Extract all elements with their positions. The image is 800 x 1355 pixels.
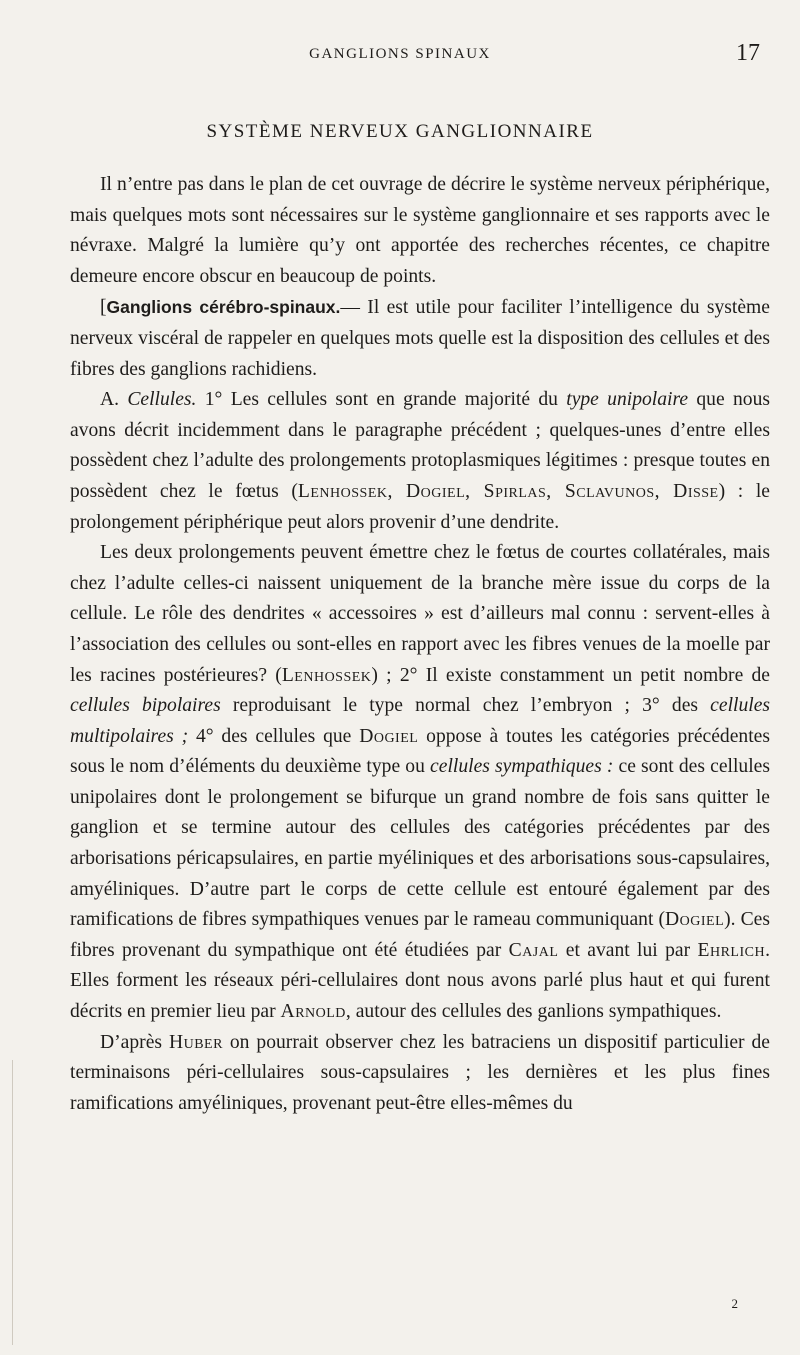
text-run: que nous avons décrit incidemment dans le paragraphe précédent ; quelques-unes d’entre elles possèdent chez l’adulte des prolongements protoplasmiques légitimes : presque toutes en possèdent chez le fœtus (: [70, 389, 770, 502]
italic-run: Cellules.: [127, 389, 197, 411]
author-name: Ehrlich: [697, 939, 766, 961]
body-text: [70, 170, 770, 1119]
italic-run: cellules sympathiques :: [430, 756, 614, 778]
paragraph-ganglions: [70, 292, 770, 385]
author-names: Lenhossek, Dogiel, Spirlas, Sclavunos, Disse: [297, 480, 719, 502]
subsection-heading: Ganglions cérébro-spinaux.: [106, 297, 341, 318]
text-run: ) : le prolongement périphérique peut alors provenir d’une dendrite.: [70, 480, 770, 533]
paragraph-huber: [70, 1028, 770, 1120]
signature-mark: 2: [731, 1296, 738, 1311]
text-run: D’après: [100, 1031, 169, 1053]
paragraph-intro: Il n’entre pas dans le plan de cet ouvrage de décrire le système nerveux périphérique, mais quelques mots sont nécessaires sur le système ganglionnaire et ses rapports avec le névraxe. Malgré la lumière qu’y ont apportée des recherches récentes, ce chapitre demeure encore obscur en beaucoup de points.: [70, 174, 770, 287]
text-run: ce sont des cellules unipolaires dont le prolongement se bifurque un grand nombre de fois sans quitter le ganglion et se termine autour des cellules des catégories précédentes par des arborisations péricapsulaires, en partie myéliniques et des arborisations sous-capsulaires, amyéliniques. D’autre part le corps de cette cellule est entouré également par des ramifications de fibres sympathiques venues par le rameau communiquant (: [70, 756, 770, 931]
author-name: Huber: [168, 1031, 223, 1053]
page-number: 17: [736, 40, 760, 66]
section-title: SYSTÈME NERVEUX GANGLIONNAIRE: [206, 121, 594, 142]
text-run: ). Ces fibres provenant du sympathique ont été étudiées par: [70, 909, 770, 961]
author-name: Dogiel: [664, 909, 725, 931]
text-run: . Elles forment les réseaux péri-cellulaires dont nous avons parlé plus haut et qui furent décrits en premier lieu par: [70, 939, 770, 1023]
paragraph-prolongements: [70, 538, 770, 1028]
author-name: Arnold: [280, 1001, 346, 1023]
text-run: ) ; 2° Il existe constamment un petit nombre de: [371, 664, 770, 686]
paragraph-text: — Il est utile pour faciliter l’intelligence du système nerveux viscéral de rappeler en quelques mots quelle est la disposition des cellules et des fibres des ganglions rachidiens.: [70, 297, 770, 380]
italic-run: cellules multipolaires ;: [70, 695, 771, 747]
author-name: Cajal: [508, 939, 559, 961]
text-run: A.: [100, 389, 128, 411]
text-run: on pourrait observer chez les batraciens un dispositif particulier de terminaisons péri-cellulaires sous-capsulaires ; les dernières et les plus fines ramifications amyéliniques, provenant peut-être elles-mêmes du: [70, 1031, 770, 1114]
text-run: oppose à toutes les catégories précédentes sous le nom d’éléments du deuxième type ou: [70, 725, 770, 778]
author-name: Dogiel: [359, 725, 419, 747]
paragraph-cellules: [70, 385, 770, 538]
running-head: [0, 40, 800, 70]
text-run: reproduisant le type normal chez l’embryon ; 3° des: [220, 695, 711, 717]
text-run: 1° Les cellules sont en grande majorité du: [196, 389, 567, 411]
margin-shadow-line: [12, 1060, 13, 1345]
bracket-mark: [: [100, 297, 107, 319]
text-run: , autour des cellules des ganlions sympathiques.: [345, 1001, 722, 1023]
running-title: GANGLIONS SPINAUX: [309, 46, 491, 62]
italic-run: cellules bipolaires: [70, 695, 221, 717]
text-run: Les deux prolongements peuvent émettre chez le fœtus de courtes collatérales, mais chez l’adulte celles-ci naissent uniquement de la branche mère issue du corps de la cellule. Le rôle des dendrites « accessoires » est d’ailleurs mal connu : servent-elles à l’association des cellules ou sont-elles en rapport avec les fibres venues de la moelle par les racines postérieures? (: [70, 542, 770, 686]
italic-run: type unipolaire: [566, 389, 689, 411]
text-run: et avant lui par: [558, 939, 698, 961]
text-run: 4° des cellules que: [188, 725, 360, 747]
author-name: Lenhossek: [281, 664, 372, 686]
